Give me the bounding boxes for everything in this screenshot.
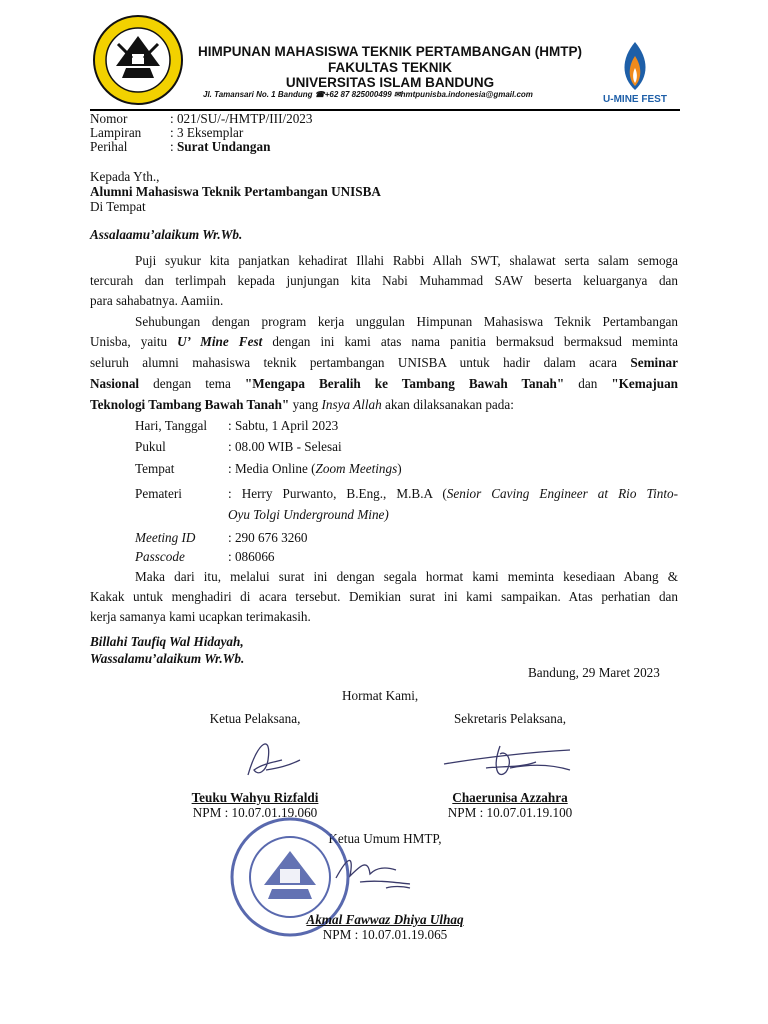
detail-pass-label: Passcode [135, 549, 185, 564]
right-name: Chaerunisa Azzahra [452, 790, 568, 805]
right-npm: NPM : 10.07.01.19.100 [447, 805, 573, 820]
speaker-b: Senior Caving Engineer at Rio Tinto- [446, 486, 679, 501]
p2-line1: Sehubungan dengan program kerja unggulan Himpunan Mahasiswa Teknik Pertambangan [135, 314, 678, 329]
theme-1: "Mengapa Beralih ke Tambang Bawah Tanah" [244, 376, 565, 391]
detail-meeting-value: : 290 676 3260 [228, 530, 308, 545]
p2-l2c: dengan ini kami atas nama panitia bermaksud bermaksud meminta [262, 334, 678, 349]
address-street: Jl. Tamansari No. 1 Bandung [203, 90, 313, 99]
detail-date-label: Hari, Tanggal [135, 418, 208, 433]
phone-icon: ☎ [314, 90, 325, 99]
meta-label-perihal: Perihal [90, 139, 128, 154]
meta-value-nomor: : 021/SU/-/HMTP/III/2023 [170, 111, 313, 126]
meta-label-lampiran: Lampiran [90, 125, 142, 140]
subject: Surat Undangan [176, 139, 271, 154]
p1-line3: para sahabatnya. Aamiin. [90, 293, 224, 308]
recipient-greeting: Kepada Yth., [90, 169, 160, 184]
detail-date-value: : Sabtu, 1 April 2023 [228, 418, 339, 433]
header-address [203, 90, 533, 99]
p1-line1: Puji syukur kita panjatkan kehadirat Illahi Rabbi Allah SWT, shalawat serta salam semoga [135, 253, 678, 268]
p3-line2: Kakak untuk menghadiri di acara tersebut. Demikian surat ini kami sampaikan. Atas perhatian dan [90, 589, 678, 604]
recipient-name: Alumni Mahasiswa Teknik Pertambangan UNISBA [90, 184, 381, 199]
theme-2b: Teknologi Tambang Bawah Tanah" [90, 397, 290, 412]
place-b: Zoom Meetings [315, 461, 398, 476]
left-name: Teuku Wahyu Rizfaldi [191, 790, 319, 805]
closing-line1 [90, 634, 244, 650]
header-org: HIMPUNAN MAHASISWA TEKNIK PERTAMBANGAN (HMTP) [198, 44, 582, 59]
p2-line5 [90, 397, 514, 413]
detail-pass-value: : 086066 [228, 549, 275, 564]
mail-icon: ✉ [393, 90, 401, 99]
left-signature [238, 730, 308, 785]
p2-l2a: Unisba, yaitu [90, 334, 178, 349]
p3-line3: kerja samanya kami ucapkan terimakasih. [90, 609, 311, 624]
header-university: UNIVERSITAS ISLAM BANDUNG [285, 75, 495, 90]
center-role: Ketua Umum HMTP, [328, 831, 442, 846]
closing-line2: Wassalamu’alaikum Wr.Wb. [90, 651, 245, 666]
p2-l5b: yang [289, 397, 322, 412]
regards: Hormat Kami, [342, 688, 419, 703]
meta-value-lampiran: : 3 Eksemplar [170, 125, 244, 140]
place-a: : Media Online ( [228, 461, 316, 476]
p2-line4 [90, 376, 678, 392]
left-role: Ketua Pelaksana, [209, 711, 301, 726]
meta-colon: : [170, 139, 177, 154]
p2-l4a: Nasional [90, 376, 140, 391]
p2-line3 [90, 355, 678, 371]
detail-place-value [228, 461, 402, 477]
right-role: Sekretaris Pelaksana, [453, 711, 567, 726]
p3-line1: Maka dari itu, melalui surat ini dengan segala hormat kami meminta kesediaan Abang & [135, 569, 678, 584]
detail-meeting-label: Meeting ID [135, 530, 196, 545]
center-npm: NPM : 10.07.01.19.065 [322, 927, 448, 942]
detail-time-value: : 08.00 WIB - Selesai [228, 439, 342, 454]
closing-comma: , [240, 634, 244, 649]
center-signature [330, 848, 420, 896]
detail-speaker-label: Pemateri [135, 486, 182, 501]
detail-time-label: Pukul [135, 439, 166, 454]
detail-speaker-line1 [228, 486, 678, 502]
meta-value-perihal [170, 139, 270, 155]
meta-label-nomor: Nomor [90, 111, 128, 126]
p2-l4b: dengan tema [139, 376, 245, 391]
right-signature [440, 738, 580, 788]
speaker-a: : Herry Purwanto, B.Eng., M.B.A ( [228, 486, 447, 501]
date-place: Bandung, 29 Maret 2023 [528, 665, 660, 680]
theme-2a: "Kemajuan [611, 376, 678, 391]
event-name: U’ Mine Fest [177, 334, 263, 349]
recipient-place: Di Tempat [90, 199, 146, 214]
address-phone: +62 87 825000499 [324, 90, 392, 99]
closing-l1: Billahi Taufiq Wal Hidayah [90, 634, 241, 649]
header-faculty: FAKULTAS TEKNIK [328, 60, 452, 75]
p2-l5c: Insya Allah [321, 397, 382, 412]
p2-l3a: seluruh alumni mahasiswa teknik pertambangan UNISBA untuk hadir dalam acara [90, 355, 631, 370]
p2-l4d: dan [564, 376, 612, 391]
detail-place-label: Tempat [135, 461, 175, 476]
center-name: Akmal Fawwaz Dhiya Ulhaq [306, 912, 464, 927]
p2-l3b: Seminar [630, 355, 678, 370]
p2-line2 [90, 334, 678, 350]
address-email: hmtpunisba.indonesia@gmail.com [400, 90, 533, 99]
place-c: ) [397, 461, 402, 476]
p1-line2: tercurah dan terlimpah kepada junjungan kita Nabi Muhammad SAW beserta keluarganya dan [90, 273, 678, 288]
p2-l5d: akan dilaksanakan pada: [381, 397, 514, 412]
salutation: Assalaamu’alaikum Wr.Wb. [90, 227, 243, 242]
fest-logo [592, 38, 678, 108]
detail-speaker-line2: Oyu Tolgi Underground Mine) [228, 507, 389, 522]
left-npm: NPM : 10.07.01.19.060 [192, 805, 318, 820]
fest-logo-text: U-MINE FEST [603, 94, 667, 105]
